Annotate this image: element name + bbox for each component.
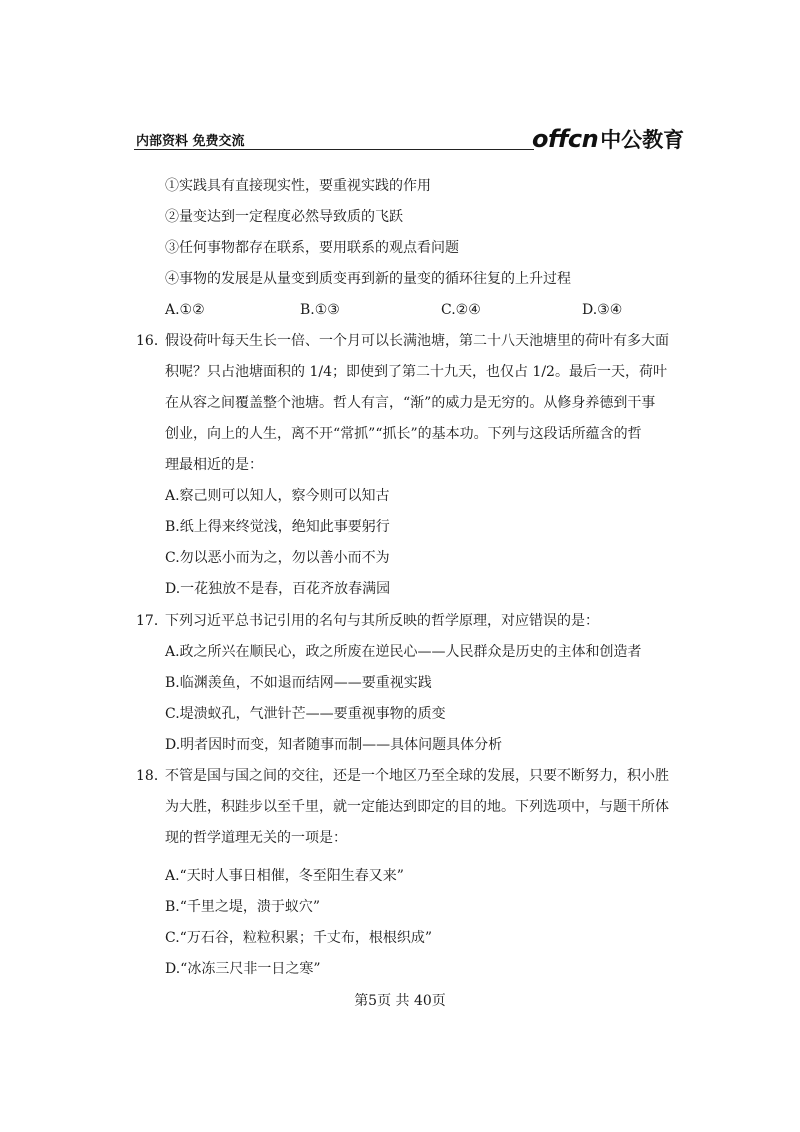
q15-option-a: A.①② xyxy=(165,302,205,318)
q15-option-c: C.②④ xyxy=(441,302,481,318)
q16-option: D.一花独放不是春，百花齐放春满园 xyxy=(165,581,391,597)
q15-item: ②量变达到一定程度必然导致质的飞跃 xyxy=(165,209,403,225)
q17-option: D.明者因时而变，知者随事而制——具体问题具体分析 xyxy=(165,737,503,753)
question-number: 17． xyxy=(136,613,168,629)
q17-stem-line: 下列习近平总书记引用的名句与其所反映的哲学原理，对应错误的是： xyxy=(165,613,599,629)
q17-option: C.堤溃蚁孔，气泄针芒——要重视事物的质变 xyxy=(165,706,446,722)
q17-option: B.临渊羡鱼，不如退而结网——要重视实践 xyxy=(165,675,432,691)
q18-option: B.“千里之堤，溃于蚁穴” xyxy=(165,899,321,915)
header-rule xyxy=(134,149,534,150)
q15-option-b: B.①③ xyxy=(300,302,340,318)
logo-latin-text: offcn xyxy=(532,125,599,153)
q18-stem-line: 为大胜，积跬步以至千里，就一定能达到即定的目的地。下列选项中，与题干所体 xyxy=(165,799,669,815)
q15-option-d: D.③④ xyxy=(582,302,623,318)
q18-stem-line: 不管是国与国之间的交往，还是一个地区乃至全球的发展，只要不断努力，积小胜 xyxy=(165,768,669,784)
q18-option: D.“冰冻三尺非一日之寒” xyxy=(165,961,321,977)
q16-option: C.勿以恶小而为之，勿以善小而不为 xyxy=(165,550,390,566)
logo-cn-text: 中公教育 xyxy=(600,128,685,152)
q15-item: ④事物的发展是从量变到质变再到新的量变的循环往复的上升过程 xyxy=(165,271,571,287)
offcn-logo xyxy=(532,124,684,154)
q18-stem-line: 现的哲学道理无关的一项是： xyxy=(165,830,347,846)
q16-stem-line: 积呢？只占池塘面积的 1/4；即使到了第二十九天，也仅占 1/2。最后一天，荷叶 xyxy=(165,364,667,380)
page-number: 第5页 共 40页 xyxy=(354,993,446,1009)
question-number: 18． xyxy=(136,768,168,784)
q16-stem-line: 创业，向上的人生，离不开“常抓”“抓长”的基本功。下列与这段话所蕴含的哲 xyxy=(165,426,642,442)
q16-option: B.纸上得来终觉浅，绝知此事要躬行 xyxy=(165,519,390,535)
q17-option: A.政之所兴在顺民心，政之所废在逆民心——人民群众是历史的主体和创造者 xyxy=(165,644,642,660)
q16-stem-line: 在从容之间覆盖整个池塘。哲人有言，“渐”的威力是无穷的。从修身养德到干事 xyxy=(165,395,656,411)
q16-option: A.察己则可以知人，察今则可以知古 xyxy=(165,488,390,504)
q15-item: ③任何事物都存在联系，要用联系的观点看问题 xyxy=(165,240,459,256)
q18-option: C.“万石谷，粒粒积累；千丈布，根根织成” xyxy=(165,930,432,946)
q15-item: ①实践具有直接现实性，要重视实践的作用 xyxy=(165,178,431,194)
header-left-text: 内部资料 免费交流 xyxy=(136,134,245,149)
q16-stem-line: 假设荷叶每天生长一倍、一个月可以长满池塘，第二十八天池塘里的荷叶有多大面 xyxy=(165,333,669,349)
q18-option: A.“天时人事日相催，冬至阳生春又来” xyxy=(165,868,404,884)
question-number: 16． xyxy=(136,333,168,349)
q16-stem-line: 理最相近的是： xyxy=(165,457,263,473)
